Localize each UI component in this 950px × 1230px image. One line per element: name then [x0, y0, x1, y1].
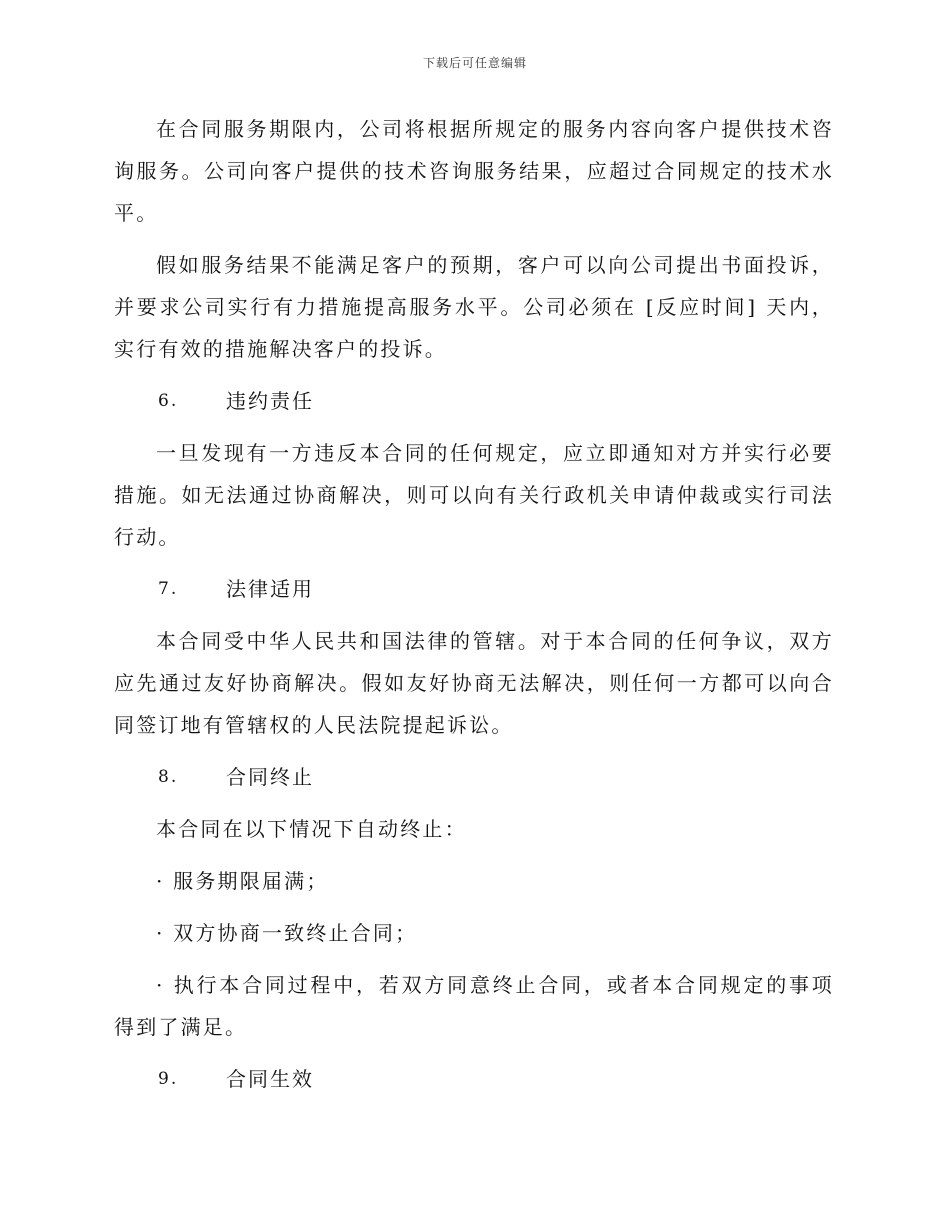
paragraph-breach: 一旦发现有一方违反本合同的任何规定，应立即通知对方并实行必要措施。如无法通过协商解决，则可以向有关行政机关申请仲裁或实行司法行动。 [114, 441, 834, 549]
section-title: 合同终止 [226, 765, 314, 789]
section-number: 9. [158, 1069, 179, 1089]
paragraph-termination-intro: 本合同在以下情况下自动终止： [156, 817, 467, 841]
paragraph-governing-law: 本合同受中华人民共和国法律的管辖。对于本合同的任何争议，双方应先通过友好协商解决。假如友好协商无法解决，则任何一方都可以向合同签订地有管辖权的人民法院提起诉讼。 [114, 629, 834, 737]
section-number: 7. [158, 579, 179, 599]
section-title: 合同生效 [226, 1067, 314, 1091]
section-number: 6. [158, 391, 179, 411]
list-item: · 双方协商一致终止合同； [156, 921, 418, 945]
section-title: 违约责任 [226, 389, 314, 413]
section-heading-7 [114, 568, 834, 610]
section-heading-9 [114, 1058, 834, 1100]
section-title: 法律适用 [226, 577, 314, 601]
section-number: 8. [158, 767, 179, 787]
section-heading-8 [114, 756, 834, 798]
paragraph-service-results: 在合同服务期限内，公司将根据所规定的服务内容向客户提供技术咨询服务。公司向客户提供的技术咨询服务结果，应超过合同规定的技术水平。 [114, 117, 834, 225]
list-item: · 执行本合同过程中，若双方同意终止合同，或者本合同规定的事项得到了满足。 [114, 973, 834, 1039]
paragraph-complaints: 假如服务结果不能满足客户的预期，客户可以向公司提出书面投诉，并要求公司实行有力措施提高服务水平。公司必须在 [反应时间] 天内，实行有效的措施解决客户的投诉。 [114, 253, 834, 361]
list-item: · 服务期限届满； [156, 869, 329, 893]
section-heading-6 [114, 380, 834, 422]
document-body [114, 108, 834, 1110]
page-header: 下载后可任意编辑 [422, 56, 527, 70]
